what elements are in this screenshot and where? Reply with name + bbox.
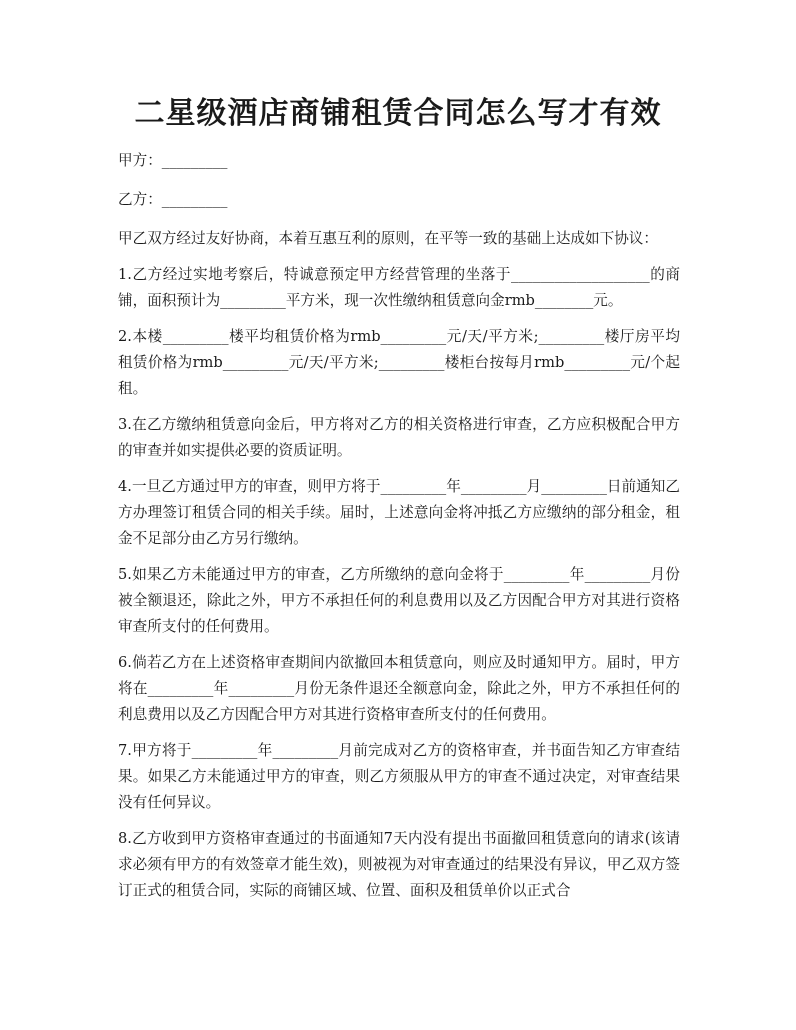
clause-4: 4.一旦乙方通过甲方的审查，则甲方将于_________年_________月_________日前通知乙方办理签订租赁合同的相关手续。届时，上述意向金将冲抵乙方应缴纳的部分租金，租金不足部分由乙方另行缴纳。 [118, 478, 680, 547]
clause-1: 1.乙方经过实地考察后，特诚意预定甲方经营管理的坐落于___________________的商铺，面积预计为_________平方米，现一次性缴纳租赁意向金rmb________元。 [118, 266, 680, 309]
clause-7: 7.甲方将于_________年_________月前完成对乙方的资格审查，并书面告知乙方审查结果。如果乙方未能通过甲方的审查，则乙方须服从甲方的审查不通过决定，对审查结果没有任何异议。 [118, 742, 680, 811]
clause-2: 2.本楼_________楼平均租赁价格为rmb_________元/天/平方米;_________楼厅房平均租赁价格为rmb_________元/天/平方米;_________楼柜台按每月rmb_________元/个起租。 [118, 328, 680, 397]
document-title: 二星级酒店商铺租赁合同怎么写才有效 [134, 96, 662, 131]
document-body [118, 148, 680, 914]
clause-6: 6.倘若乙方在上述资格审查期间内欲撤回本租赁意向，则应及时通知甲方。届时，甲方将在_________年_________月份无条件退还全额意向金，除此之外，甲方不承担任何的利息费用以及乙方因配合甲方对其进行资格审查所支付的任何费用。 [118, 654, 680, 723]
party-a-line: 甲方：_________ [118, 152, 228, 169]
clause-8: 8.乙方收到甲方资格审查通过的书面通知7天内没有提出书面撤回租赁意向的请求(该请求必须有甲方的有效签章才能生效)，则被视为对审查通过的结果没有异议，甲乙双方签订正式的租赁合同，实际的商铺区域、位置、面积及租赁单价以正式合 [118, 830, 680, 899]
clause-5: 5.如果乙方未能通过甲方的审查，乙方所缴纳的意向金将于_________年_________月份被全额退还，除此之外，甲方不承担任何的利息费用以及乙方因配合甲方对其进行资格审查所支付的任何费用。 [118, 566, 680, 635]
party-b-line: 乙方：_________ [118, 191, 228, 208]
clause-3: 3.在乙方缴纳租赁意向金后，甲方将对乙方的相关资格进行审查，乙方应积极配合甲方的审查并如实提供必要的资质证明。 [118, 416, 680, 459]
intro-paragraph: 甲乙双方经过友好协商，本着互惠互利的原则，在平等一致的基础上达成如下协议： [118, 230, 658, 247]
